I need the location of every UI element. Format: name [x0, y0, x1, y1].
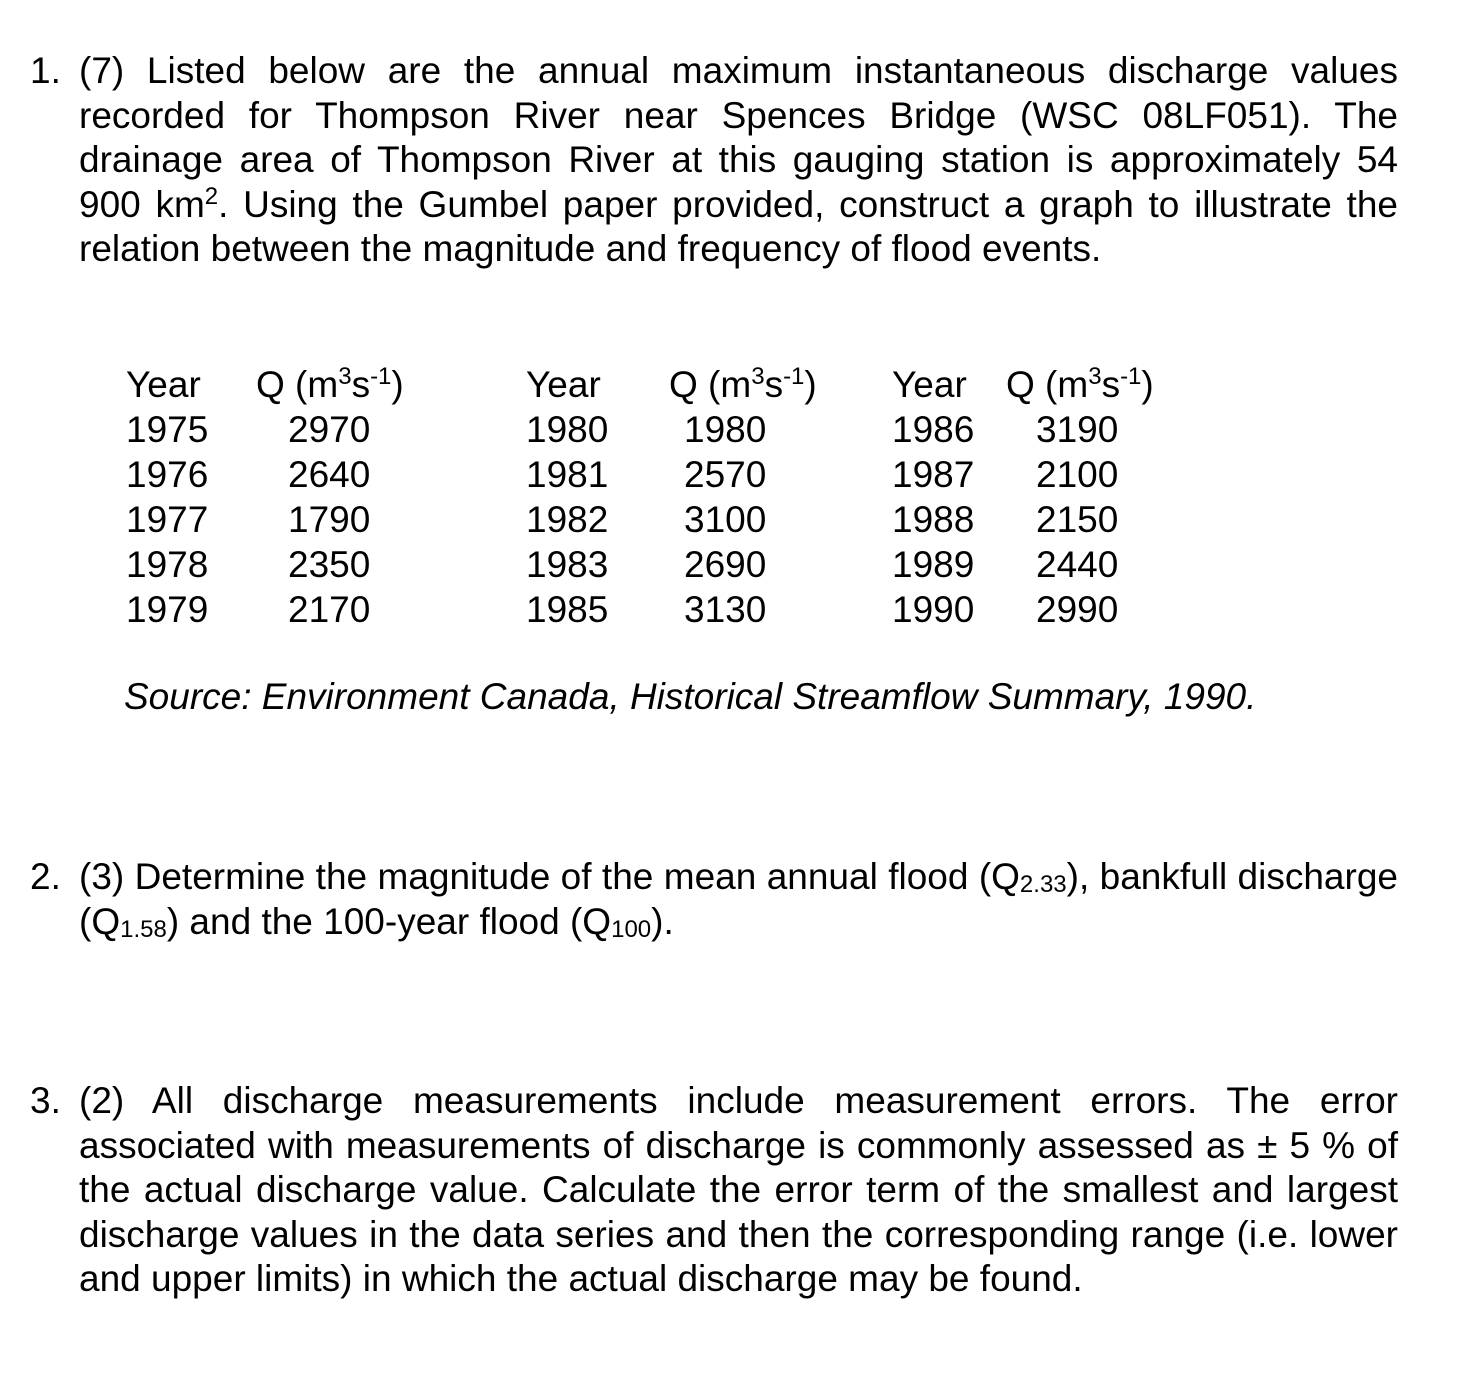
question-2 [30, 855, 1398, 944]
year-cell: 1979 [126, 589, 209, 630]
discharge-cell: 1980 [684, 409, 767, 450]
year-cell: 1985 [526, 589, 609, 630]
discharge-cell: 2350 [288, 544, 371, 585]
discharge-cell: 3130 [684, 589, 767, 630]
question-1-number: 1. [30, 50, 61, 91]
year-cell: 1980 [526, 409, 609, 450]
year-cell: 1990 [892, 589, 975, 630]
year-cell: 1982 [526, 499, 609, 540]
question-2-number: 2. [30, 856, 61, 897]
year-cell: 1976 [126, 454, 209, 495]
discharge-cell: 1790 [288, 499, 371, 540]
header-discharge: Q $(m^3s^{-1})$ [669, 363, 817, 405]
header-year: Year [126, 364, 201, 405]
year-cell: 1977 [126, 499, 209, 540]
year-cell: 1983 [526, 544, 609, 585]
header-discharge: Q $(m^3s^{-1})$ [1006, 363, 1154, 405]
year-cell: 1988 [892, 499, 975, 540]
discharge-cell: 2170 [288, 589, 371, 630]
question-3-number: 3. [30, 1080, 61, 1121]
header-year: Year [892, 364, 967, 405]
discharge-cell: 2640 [288, 454, 371, 495]
year-cell: 1987 [892, 454, 975, 495]
question-2-text: (3) Determine the magnitude of the mean annual flood $(Q_{2.33})$, bankfull discharge $(Q_{1.58})$ and the 100-year flood $(Q_{100})$. [79, 856, 1398, 943]
question-1-text: (7) Listed below are the annual maximum instantaneous discharge values recorded for Thompson River near Spences Bridge (WSC 08LF051). The drainage area of Thompson River at this gauging station is approximately 54 900 $km^2$. Using the Gumbel paper provided, construct a graph to illustrate the relation between the magnitude and frequency of flood events. [79, 50, 1398, 269]
discharge-cell: 2690 [684, 544, 767, 585]
discharge-cell: 3100 [684, 499, 767, 540]
question-1 [30, 49, 1398, 272]
data-source-citation: Source: Environment Canada, Historical Streamflow Summary, 1990. [124, 676, 1257, 717]
year-cell: 1975 [126, 409, 209, 450]
discharge-cell: 2150 [1036, 499, 1119, 540]
question-3-text: (2) All discharge measurements include measurement errors. The error associated with measurements of discharge is commonly assessed as ± 5 % of the actual discharge value. Calculate the error term of the smallest and largest discharge values in the data series and then the corresponding range (i.e. lower and upper limits) in which the actual discharge may be found. [79, 1080, 1398, 1299]
year-cell: 1978 [126, 544, 209, 585]
discharge-cell: 3190 [1036, 409, 1119, 450]
discharge-cell: 2570 [684, 454, 767, 495]
question-3 [30, 1079, 1398, 1302]
header-year: Year [526, 364, 601, 405]
year-cell: 1986 [892, 409, 975, 450]
discharge-cell: 2440 [1036, 544, 1119, 585]
discharge-cell: 2100 [1036, 454, 1119, 495]
discharge-cell: 2970 [288, 409, 371, 450]
year-cell: 1981 [526, 454, 609, 495]
header-discharge: Q $(m^3s^{-1})$ [256, 363, 404, 405]
year-cell: 1989 [892, 544, 975, 585]
discharge-cell: 2990 [1036, 589, 1119, 630]
